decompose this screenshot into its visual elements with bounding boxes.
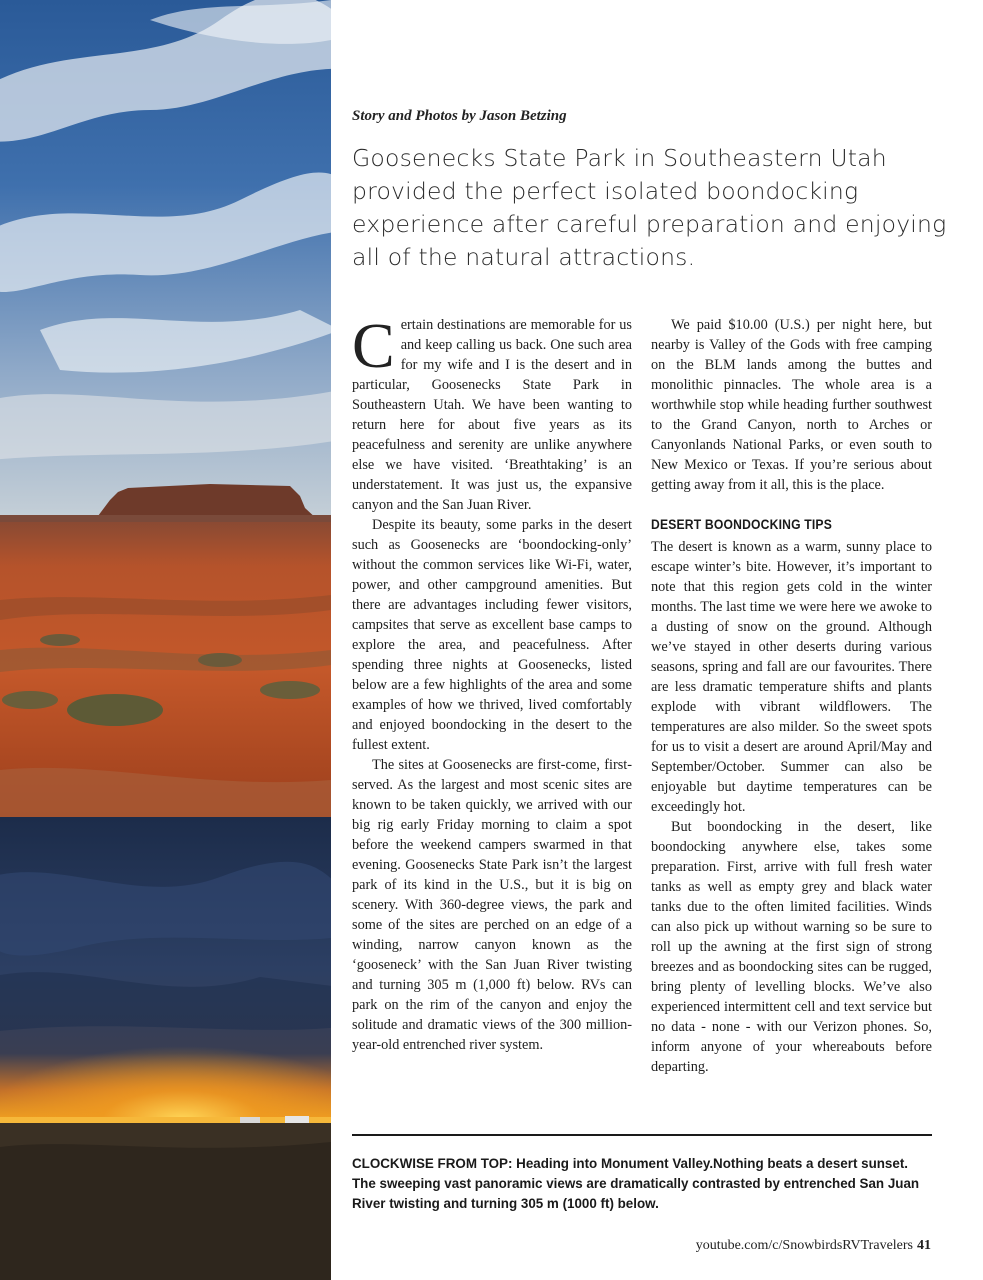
article-paragraph-3: The sites at Goosenecks are first-come, first-served. As the largest and most scenic sites are known to be taken quickly, we arrived with our big rig early Friday morning to claim a spot before the weekend campers swarmed in that evening. Goosenecks State Park isn’t the largest park of its kind in the U.S., but it is big on scenery. With 360-degree views, the park and some of the sites are perched on an edge of a winding, narrow canyon known as the ‘gooseneck’ with the San Juan River twisting and turning 305 m (1,000 ft) below. RVs can park on the rim of the canyon and enjoy the solitude and dramatic views of the 300 million-year-old entrenched river system. [352,757,632,1053]
article-paragraph-1-text: ertain destinations are memorable for us and keep calling us back. One such area for my wife and I is the desert and in particular, Goosenecks State Park in Southeastern Utah. We have been wanting to return here for about five years as its peacefulness and serenity are unlike anywhere else we have visited. ‘Breathtaking’ is an understatement. It was just us, the expansive canyon and the San Juan River. [352,317,632,513]
page-footer [696,1238,931,1254]
article-paragraph-4: We paid $10.00 (U.S.) per night here, but nearby is Valley of the Gods with free camping on the BLM lands among the buttes and monolithic pinnacles. The whole area is a worthwhile stop while heading further southwest to the Grand Canyon, north to Arches or Canyonlands National Parks, or even south to New Mexico or Texas. If you’re serious about getting away from it all, this is the place. [651,317,932,493]
monument-valley-illustration [0,0,331,817]
footer-url[interactable]: youtube.com/c/SnowbirdsRVTravelers [695,1238,913,1253]
section-subhead: DESERT BOONDOCKING TIPS [651,517,833,532]
desert-sunset-illustration [0,817,331,1280]
desert-sunset-photo [0,817,331,1280]
caption-divider [352,1134,932,1136]
article-column-left [352,310,632,1055]
monument-valley-photo [0,0,331,817]
article-paragraph-6: But boondocking in the desert, like boondocking anywhere else, takes some preparation. First, arrive with full fresh water tanks as well as empty grey and black water tanks due to the often limited facilities. Winds can also pick up without warning so be sure to roll up the awning at the first sign of strong breezes and as boondocking sites can be rugged, bring plenty of levelling blocks. We’ve also experienced intermittent cell and text service but no data - none - with our Verizon phones. So, inform anyone of your whereabouts before departing. [651,819,932,1075]
article-column-right [651,315,932,1077]
drop-cap: C [352,310,395,381]
article-paragraph-2: Despite its beauty, some parks in the desert such as Goosenecks are ‘boondocking-only’ without the common services like Wi-Fi, water, power, and other campground amenities. But there are advantages including fewer visitors, campsites that serve as excellent base camps to explore the area, and peacefulness. After spending three nights at Goosenecks, listed below are a few highlights of the area and some examples of how we thrived, lived comfortably and enjoyed boondocking in the desert to the fullest extent. [352,517,632,753]
photo-caption: CLOCKWISE FROM TOP: Heading into Monument Valley.Nothing beats a desert sunset. The sweeping vast panoramic views are dramatically contrasted by entrenched San Juan River twisting and turning 305 m (1000 ft) below. [352,1156,920,1211]
deck-intro: Goosenecks State Park in Southeastern Utah provided the perfect isolated boondocking experience after careful preparation and enjoying all of the natural attractions. [352,144,947,271]
byline: Story and Photos by Jason Betzing [352,108,567,124]
page-number: 41 [917,1238,931,1253]
article-paragraph-1 [352,310,632,515]
article-paragraph-5: The desert is known as a warm, sunny place to escape winter’s bite. However, it’s important to note that this region gets cold in the winter months. The last time we were here we awoke to a dusting of snow on the ground. Although we’ve stayed in other deserts during various seasons, spring and fall are our favourites. There are less dramatic temperature shifts and plants explode with vibrant wildflowers. The temperatures are also milder. So the sweet spots for us to visit a desert are around April/May and September/October. Summer can also be enjoyable but daytime temperatures can be exceedingly hot. [651,539,932,815]
